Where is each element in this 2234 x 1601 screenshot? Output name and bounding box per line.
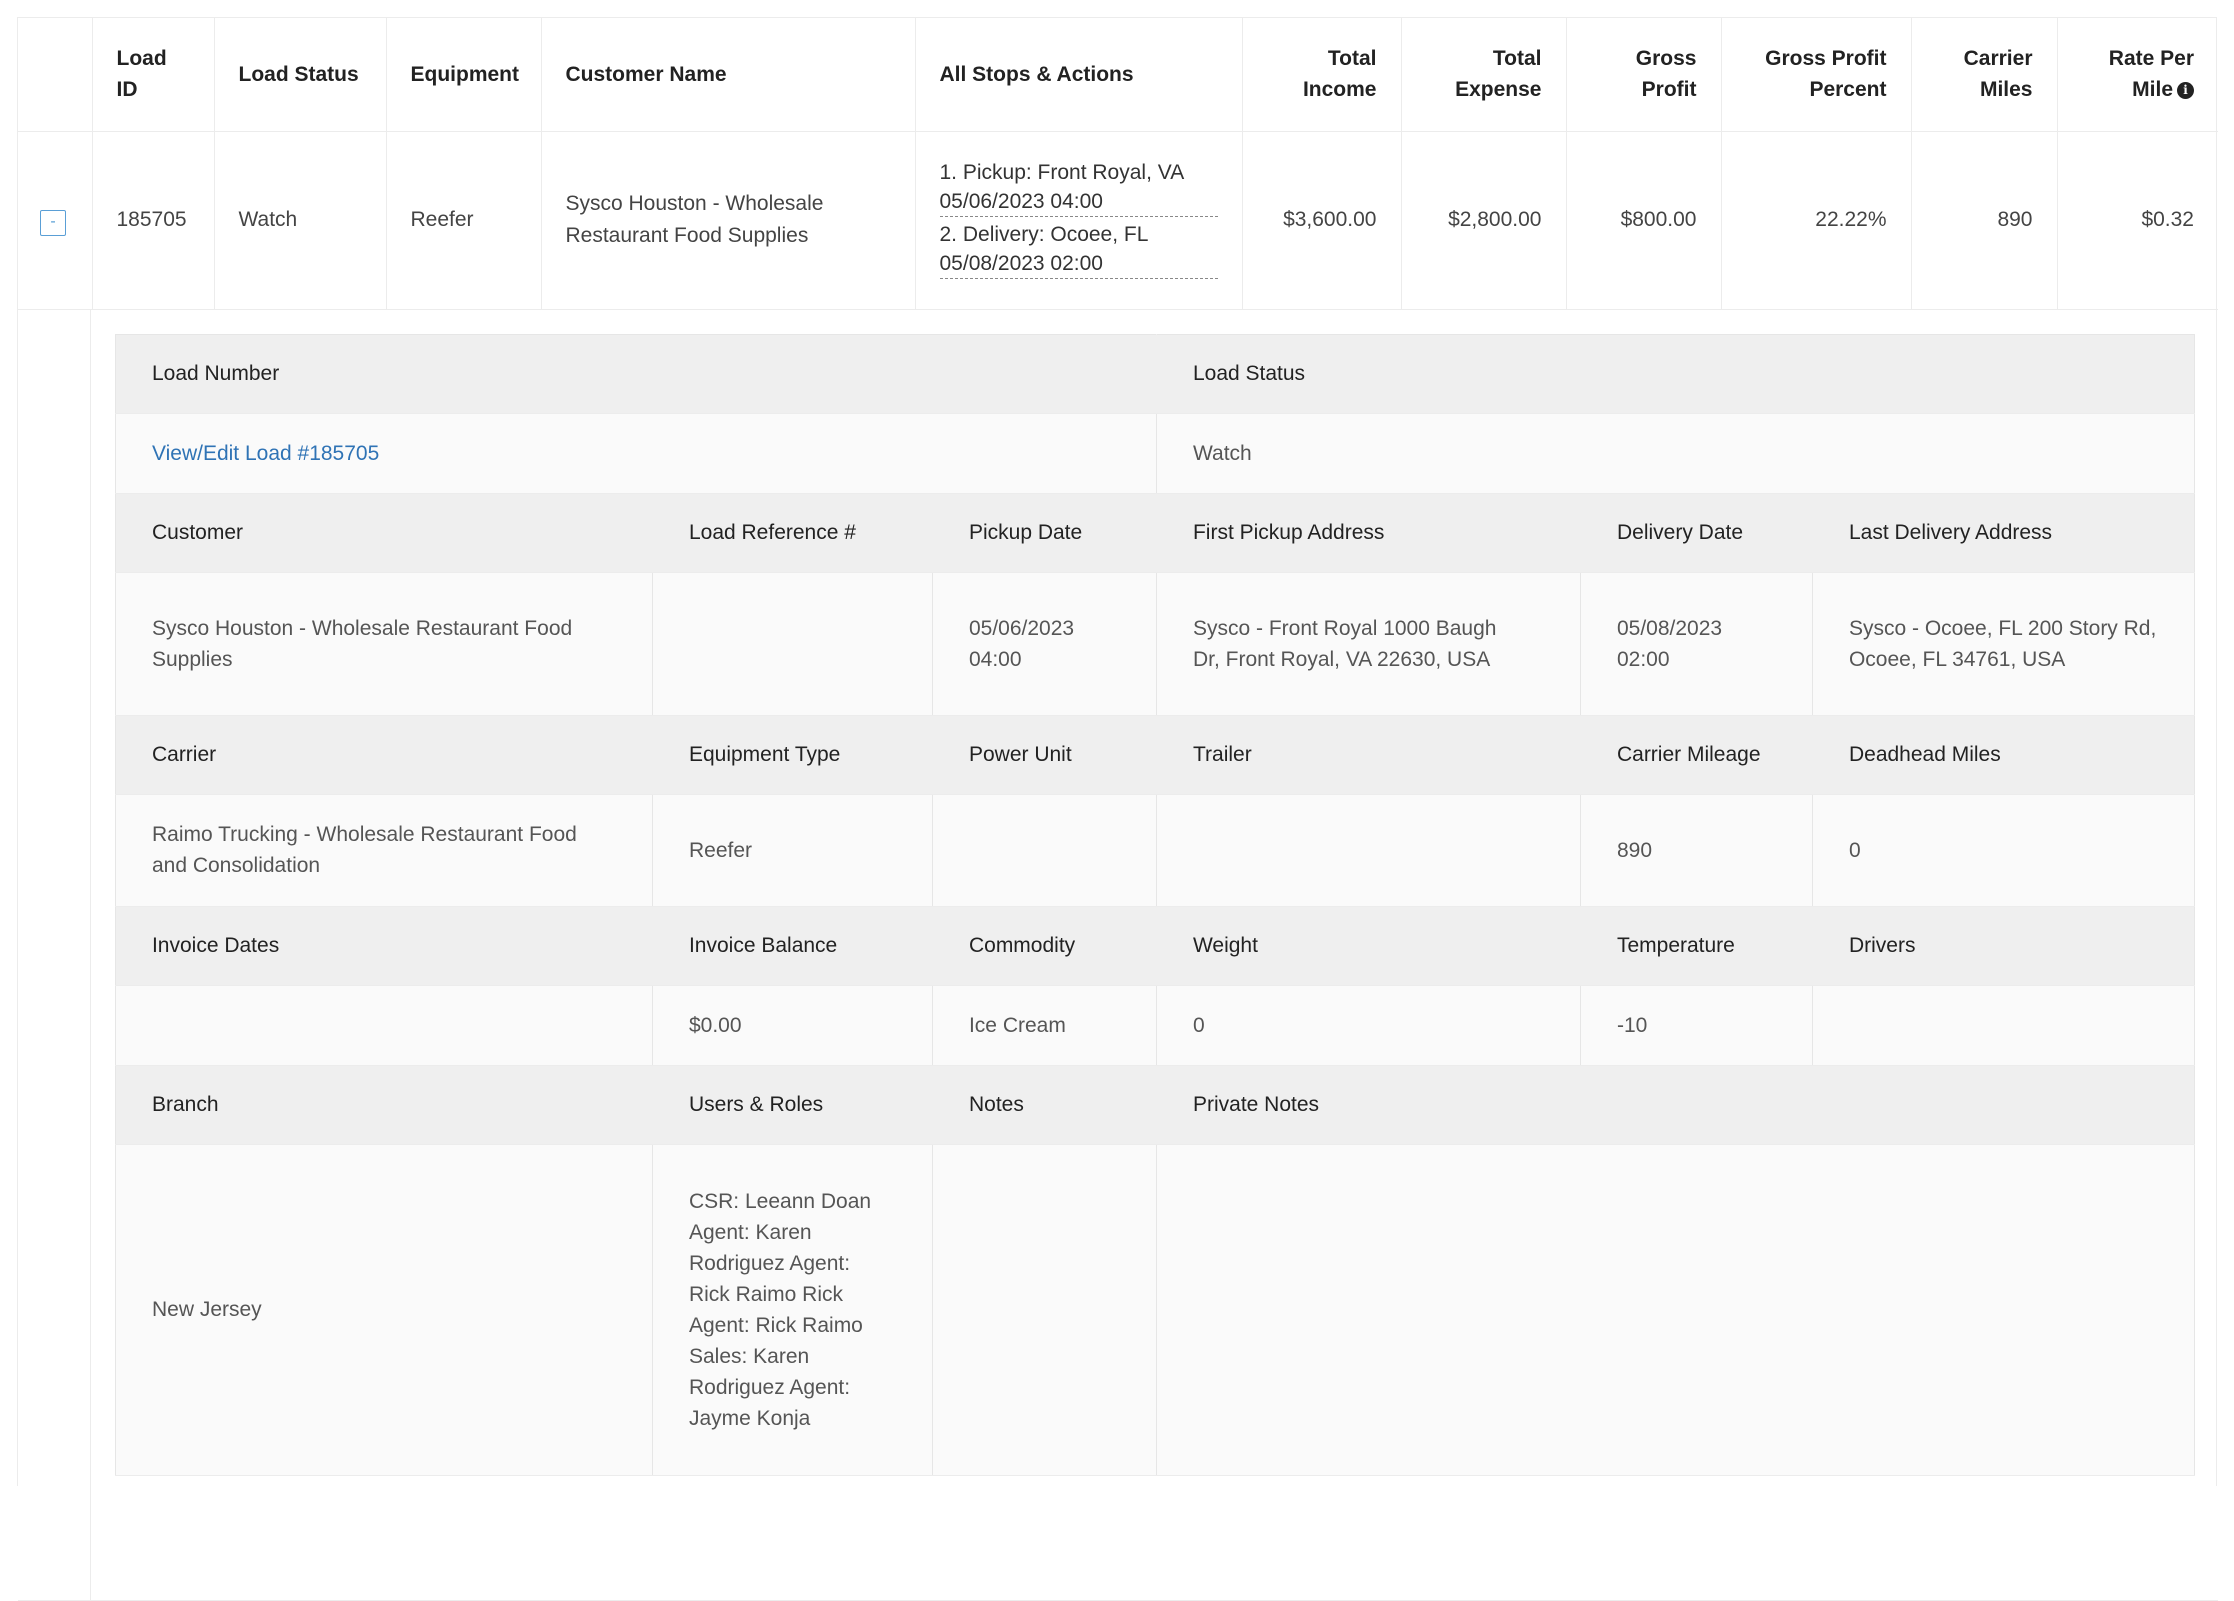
col-total-expense[interactable] xyxy=(1401,18,1566,131)
customer-value: Sysco Houston - Wholesale Restaurant Food Supplies xyxy=(115,572,652,715)
first-pickup-address-label: First Pickup Address xyxy=(1156,493,1580,572)
loads-table-container xyxy=(17,17,2217,1486)
load-reference-label: Load Reference # xyxy=(652,493,932,572)
load-detail-table xyxy=(115,334,2195,1476)
detail-header-row xyxy=(115,493,2194,572)
detail-value-row xyxy=(115,985,2194,1065)
load-number-value xyxy=(115,413,1156,493)
stop-pickup-link[interactable]: 1. Pickup: Front Royal, VA 05/06/2023 04:00 xyxy=(940,158,1218,217)
load-status-label: Load Status xyxy=(1156,334,2194,413)
cell-equipment: Reefer xyxy=(386,131,541,309)
info-circle-icon[interactable]: i xyxy=(2177,82,2194,99)
detail-value-row xyxy=(115,1144,2194,1475)
loads-table xyxy=(18,18,2218,1601)
users-roles-value: CSR: Leeann Doan Agent: Karen Rodriguez Agent: Rick Raimo Rick Agent: Rick Raimo Sales: Karen Rodriguez Agent: Jayme Konja xyxy=(652,1144,932,1475)
invoice-dates-label: Invoice Dates xyxy=(115,906,652,985)
deadhead-miles-value: 0 xyxy=(1812,794,2194,906)
power-unit-value xyxy=(932,794,1156,906)
col-label: Equipment xyxy=(410,62,519,86)
users-roles-label: Users & Roles xyxy=(652,1065,932,1144)
col-customer-name[interactable] xyxy=(541,18,915,131)
weight-value: 0 xyxy=(1156,985,1580,1065)
detail-header-row xyxy=(115,715,2194,794)
cell-rate-per-mile: $0.32 xyxy=(2057,131,2218,309)
deadhead-miles-label: Deadhead Miles xyxy=(1812,715,2194,794)
pickup-date-value: 05/06/2023 04:00 xyxy=(932,572,1156,715)
col-label: Gross Profit xyxy=(1635,47,1697,102)
col-load-id[interactable] xyxy=(92,18,214,131)
col-rate-per-mile[interactable] xyxy=(2057,18,2218,131)
cell-total-income: $3,600.00 xyxy=(1242,131,1401,309)
cell-toggle xyxy=(18,131,92,309)
minus-square-icon[interactable]: - xyxy=(40,210,66,236)
col-label: Rate Per Mile xyxy=(2108,47,2194,102)
cell-load-status: Watch xyxy=(214,131,386,309)
private-notes-label: Private Notes xyxy=(1156,1065,2194,1144)
invoice-balance-value: $0.00 xyxy=(652,985,932,1065)
col-label: Load ID xyxy=(116,47,167,102)
carrier-value: Raimo Trucking - Wholesale Restaurant Food and Consolidation xyxy=(115,794,652,906)
stop-delivery-link[interactable]: 2. Delivery: Ocoee, FL 05/08/2023 02:00 xyxy=(940,220,1218,279)
load-detail-panel xyxy=(91,310,2218,1600)
carrier-mileage-label: Carrier Mileage xyxy=(1580,715,1812,794)
col-gross-profit-percent[interactable] xyxy=(1721,18,1911,131)
detail-value-row xyxy=(115,794,2194,906)
delivery-date-value: 05/08/2023 02:00 xyxy=(1580,572,1812,715)
detail-cell xyxy=(18,309,2218,1600)
col-toggle xyxy=(18,18,92,131)
carrier-label: Carrier xyxy=(115,715,652,794)
cell-total-expense: $2,800.00 xyxy=(1401,131,1566,309)
detail-header-row xyxy=(115,1065,2194,1144)
cell-gross-profit: $800.00 xyxy=(1566,131,1721,309)
temperature-value: -10 xyxy=(1580,985,1812,1065)
detail-value-row xyxy=(115,572,2194,715)
temperature-label: Temperature xyxy=(1580,906,1812,985)
commodity-value: Ice Cream xyxy=(932,985,1156,1065)
col-label: Customer Name xyxy=(565,62,727,86)
trailer-label: Trailer xyxy=(1156,715,1580,794)
detail-header-row xyxy=(115,906,2194,985)
detail-value-row xyxy=(115,413,2194,493)
detail-header-row xyxy=(115,334,2194,413)
delivery-date-label: Delivery Date xyxy=(1580,493,1812,572)
col-label: Total Expense xyxy=(1455,47,1542,102)
pickup-date-label: Pickup Date xyxy=(932,493,1156,572)
col-label: Carrier Miles xyxy=(1963,47,2033,102)
col-stops[interactable] xyxy=(915,18,1242,131)
load-reference-value xyxy=(652,572,932,715)
col-equipment[interactable] xyxy=(386,18,541,131)
table-header-row xyxy=(18,18,2218,131)
col-label: All Stops & Actions xyxy=(939,62,1134,86)
notes-value xyxy=(932,1144,1156,1475)
private-notes-value xyxy=(1156,1144,2194,1475)
detail-row xyxy=(18,309,2218,1600)
col-total-income[interactable] xyxy=(1242,18,1401,131)
col-gross-profit[interactable] xyxy=(1566,18,1721,131)
invoice-balance-label: Invoice Balance xyxy=(652,906,932,985)
col-carrier-miles[interactable] xyxy=(1911,18,2057,131)
equipment-type-label: Equipment Type xyxy=(652,715,932,794)
customer-label: Customer xyxy=(115,493,652,572)
col-load-status[interactable] xyxy=(214,18,386,131)
commodity-label: Commodity xyxy=(932,906,1156,985)
equipment-type-value: Reefer xyxy=(652,794,932,906)
detail-spacer xyxy=(18,310,91,1600)
view-edit-load-link[interactable]: View/Edit Load #185705 xyxy=(151,441,380,465)
carrier-mileage-value: 890 xyxy=(1580,794,1812,906)
last-delivery-address-value: Sysco - Ocoee, FL 200 Story Rd, Ocoee, FL 34761, USA xyxy=(1812,572,2194,715)
invoice-dates-value xyxy=(115,985,652,1065)
cell-stops xyxy=(915,131,1242,309)
col-label: Total Income xyxy=(1302,47,1377,102)
branch-value: New Jersey xyxy=(115,1144,652,1475)
cell-load-id: 185705 xyxy=(92,131,214,309)
col-label: Load Status xyxy=(238,62,359,86)
cell-customer-name: Sysco Houston - Wholesale Restaurant Food Supplies xyxy=(541,131,915,309)
load-number-label: Load Number xyxy=(115,334,1156,413)
trailer-value xyxy=(1156,794,1580,906)
notes-label: Notes xyxy=(932,1065,1156,1144)
power-unit-label: Power Unit xyxy=(932,715,1156,794)
branch-label: Branch xyxy=(115,1065,652,1144)
load-status-value: Watch xyxy=(1156,413,2194,493)
last-delivery-address-label: Last Delivery Address xyxy=(1812,493,2194,572)
cell-gross-profit-percent: 22.22% xyxy=(1721,131,1911,309)
first-pickup-address-value: Sysco - Front Royal 1000 Baugh Dr, Front Royal, VA 22630, USA xyxy=(1156,572,1580,715)
weight-label: Weight xyxy=(1156,906,1580,985)
drivers-label: Drivers xyxy=(1812,906,2194,985)
cell-carrier-miles: 890 xyxy=(1911,131,2057,309)
drivers-value xyxy=(1812,985,2194,1065)
table-row xyxy=(18,131,2218,309)
col-label: Gross Profit Percent xyxy=(1765,47,1887,102)
